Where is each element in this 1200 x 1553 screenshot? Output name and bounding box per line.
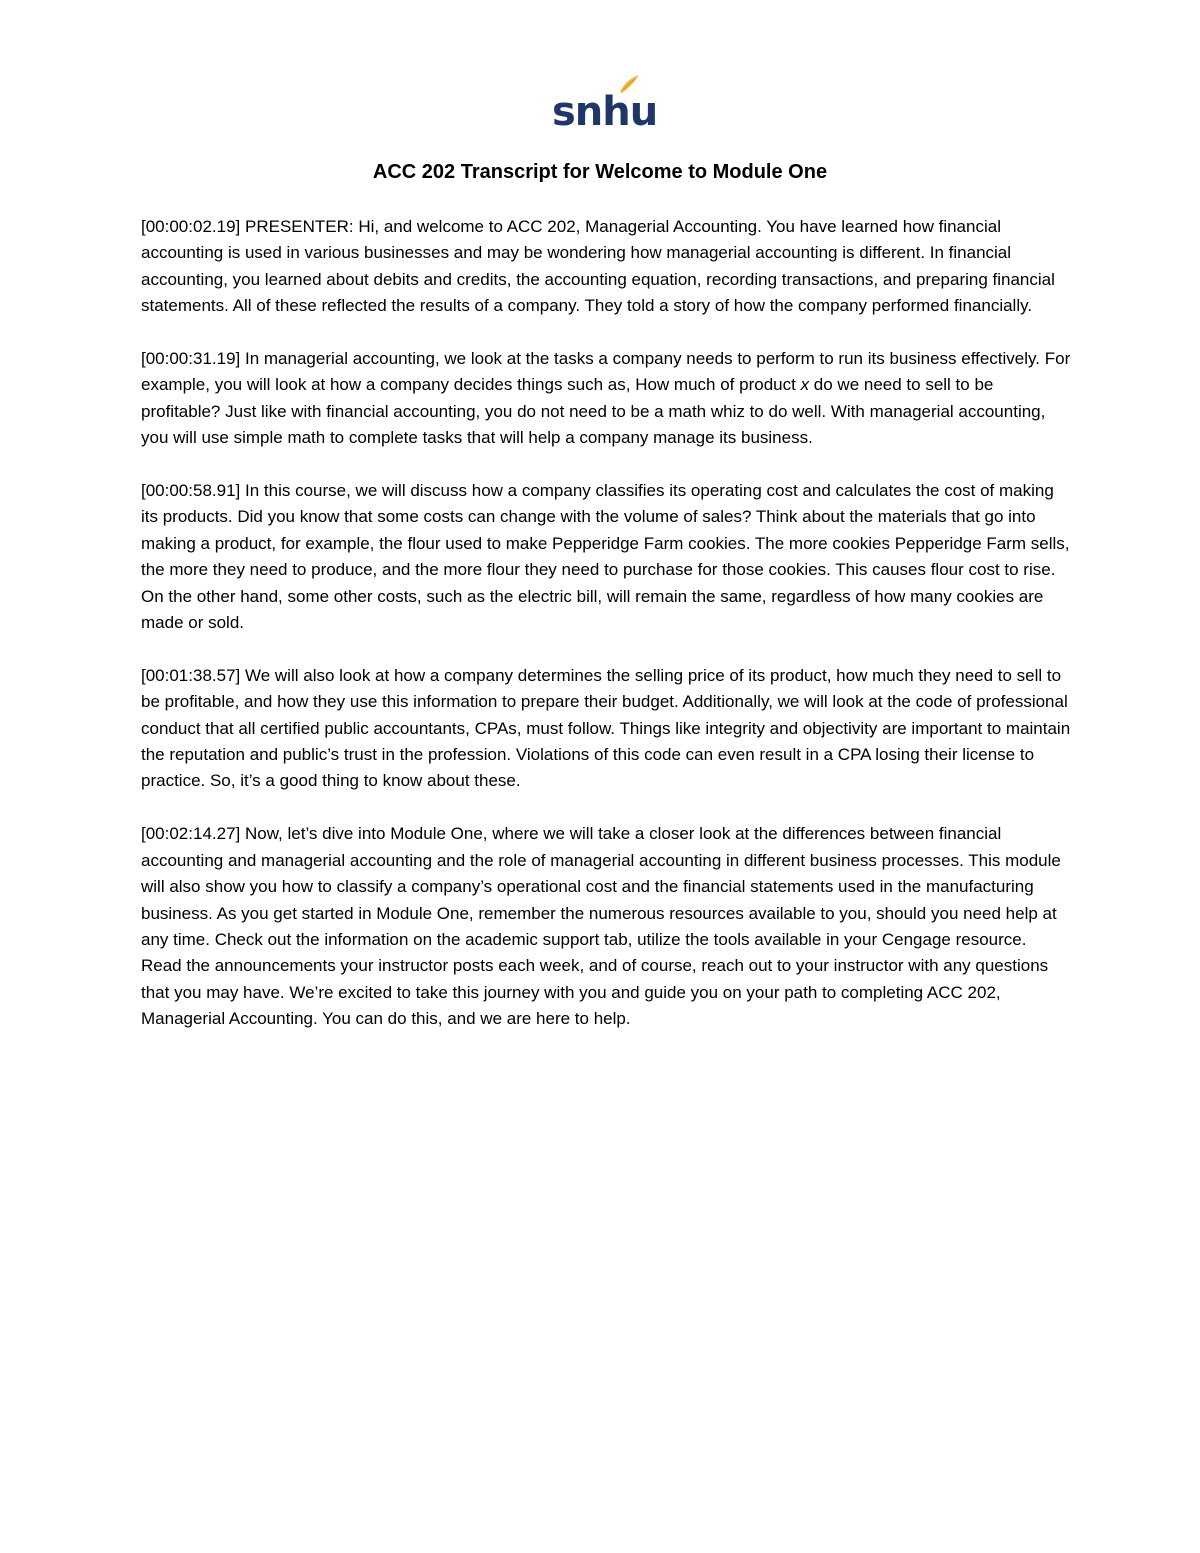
page-title: ACC 202 Transcript for Welcome to Module One [372, 161, 828, 183]
timestamp: [00:00:58.91] [141, 481, 241, 501]
transcript-body [141, 214, 1071, 1059]
timestamp: [00:00:02.19] [141, 217, 241, 236]
paragraph-text: We will also look at how a company determines the selling price of its product, how much they need to sell to be profitable, and how they use this information to prepare their budget. Additionally, we will look at the code of professional conduct that all certified public accountants, CPAs, must follow. Things like integrity and objectivity are important to maintain the reputation and public’s trust in the profession. Violations of this code can even result in a CPA losing their license to practice. So, it’s a good thing to know about these. [141, 665, 1071, 791]
timestamp: [00:00:31.19] [141, 349, 241, 369]
italic-variable: x [800, 375, 810, 395]
paragraph-text: In managerial accounting, we look at the tasks a company needs to perform to run its business effectively. For example, you will look at how a company decides things such as, How much of product [141, 349, 1071, 395]
transcript-paragraph-3 [141, 478, 1071, 636]
paragraph-text: PRESENTER: Hi, and welcome to ACC 202, Managerial Accounting. You have learned how financial accounting is used in various businesses and may be wondering how managerial accounting is different. In financial accounting, you learned about debits and credits, the accounting equation, recording transactions, and preparing financial statements. All of these reflected the results of a company. They told a story of how the company performed financially. [141, 217, 1055, 316]
snhu-logo [552, 72, 658, 138]
timestamp: [00:02:14.27] [141, 824, 241, 844]
timestamp: [00:01:38.57] [141, 665, 241, 685]
transcript-paragraph-2 [141, 346, 1071, 452]
paragraph-text: In this course, we will discuss how a company classifies its operating cost and calculates the cost of making its products. Did you know that some costs can change with the volume of sales? Think about the materials that go into making a product, for example, the flour used to make Pepperidge Farm cookies. The more cookies Pepperidge Farm sells, the more they need to produce, and the more flour they need to purchase for those cookies. This causes flour cost to rise. On the other hand, some other costs, such as the electric bill, will remain the same, regardless of how many cookies are made or sold. [141, 481, 1070, 633]
transcript-paragraph-4 [141, 663, 1071, 795]
paragraph-text: do we need to sell to be profitable? Just like with financial accounting, you do not need to be a math whiz to do well. With managerial accounting, you will use simple math to complete tasks that will help a company manage its business. [141, 375, 1046, 448]
transcript-paragraph-1 [141, 214, 1071, 320]
paragraph-text: Now, let’s dive into Module One, where we will take a closer look at the differences between financial accounting and managerial accounting and the role of managerial accounting in different business processes. This module will also show you how to classify a company’s operational cost and the financial statements used in the manufacturing business. As you get started in Module One, remember the numerous resources available to you, should you need help at any time. Check out the information on the academic support tab, utilize the tools available in your Cengage resource. Read the announcements your instructor posts each week, and of course, reach out to your instructor with any questions that you may have. We’re excited to take this journey with you and guide you on your path to completing ACC 202, Managerial Accounting. You can do this, and we are here to help. [141, 824, 1061, 1029]
transcript-paragraph-5 [141, 821, 1071, 1032]
logo-wordmark: snhu [552, 89, 658, 135]
